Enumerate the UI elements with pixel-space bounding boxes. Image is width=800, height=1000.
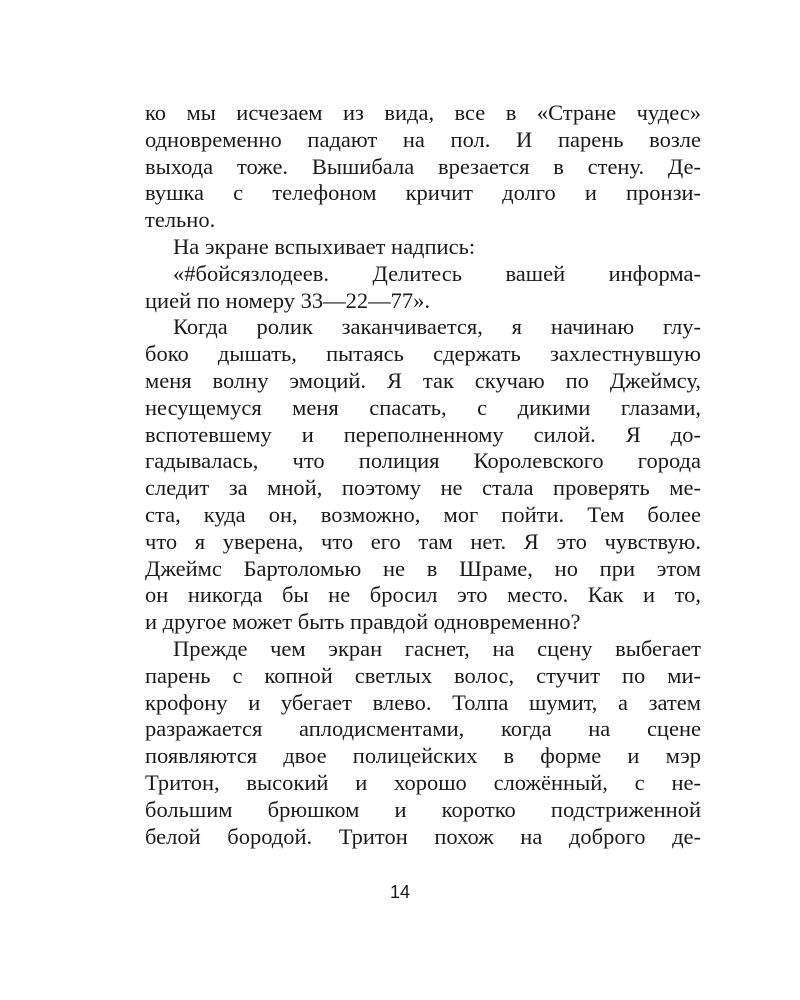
text-line: Прежде чем экран гаснет, на сцену выбегает <box>173 635 701 661</box>
text-line: большим брюшком и коротко подстриженной <box>145 796 701 822</box>
page-number: 14 <box>389 882 411 902</box>
text-line: Тритон, высокий и хорошо сложённый, с не- <box>145 769 701 795</box>
text-line: тельно. <box>145 207 216 233</box>
text-line: Когда ролик заканчивается, я начинаю глу- <box>173 314 701 340</box>
text-line: несущемуся меня спасать, с дикими глазами, <box>145 394 701 420</box>
text-line: вушка с телефоном кричит долго и пронзи- <box>145 180 701 206</box>
text-line: гадывалась, что полиция Королевского города <box>145 448 701 474</box>
text-line: ста, куда он, возможно, мог пойти. Тем более <box>145 501 701 527</box>
text-line: что я уверена, что его там нет. Я это чувствую. <box>145 528 701 554</box>
text-line: «#бойсязлодеев. Делитесь вашей информа- <box>173 260 701 286</box>
text-line: цией по номеру 33—22—77». <box>145 287 430 313</box>
text-line: он никогда бы не бросил это место. Как и то, <box>145 582 701 608</box>
text-line: На экране вспыхивает надпись: <box>173 233 476 259</box>
text-line: боко дышать, пытаясь сдержать захлестнувшую <box>145 341 701 367</box>
text-line: следит за мной, поэтому не стала проверять ме- <box>145 475 701 501</box>
body-text <box>145 100 701 850</box>
text-line: парень с копной светлых волос, стучит по ми- <box>145 662 701 688</box>
text-line: появляются двое полицейских в форме и мэр <box>145 743 701 769</box>
text-line: белой бородой. Тритон похож на доброго де- <box>145 823 701 849</box>
text-line: меня волну эмоций. Я так скучаю по Джеймсу, <box>145 367 701 393</box>
text-line: разражается аплодисментами, когда на сцене <box>145 716 701 742</box>
text-line: Джеймс Бартоломью не в Шраме, но при этом <box>145 555 701 581</box>
text-line: и другое может быть правдой одновременно? <box>145 609 581 635</box>
text-line: вспотевшему и переполненному силой. Я до- <box>145 421 701 447</box>
text-line: одновременно падают на пол. И парень возле <box>145 126 701 152</box>
text-line: ко мы исчезаем из вида, все в «Стране чудес» <box>145 100 701 125</box>
text-line: крофону и убегает влево. Толпа шумит, а затем <box>145 689 701 715</box>
text-line: выхода тоже. Вышибала врезается в стену. Де- <box>145 153 701 179</box>
